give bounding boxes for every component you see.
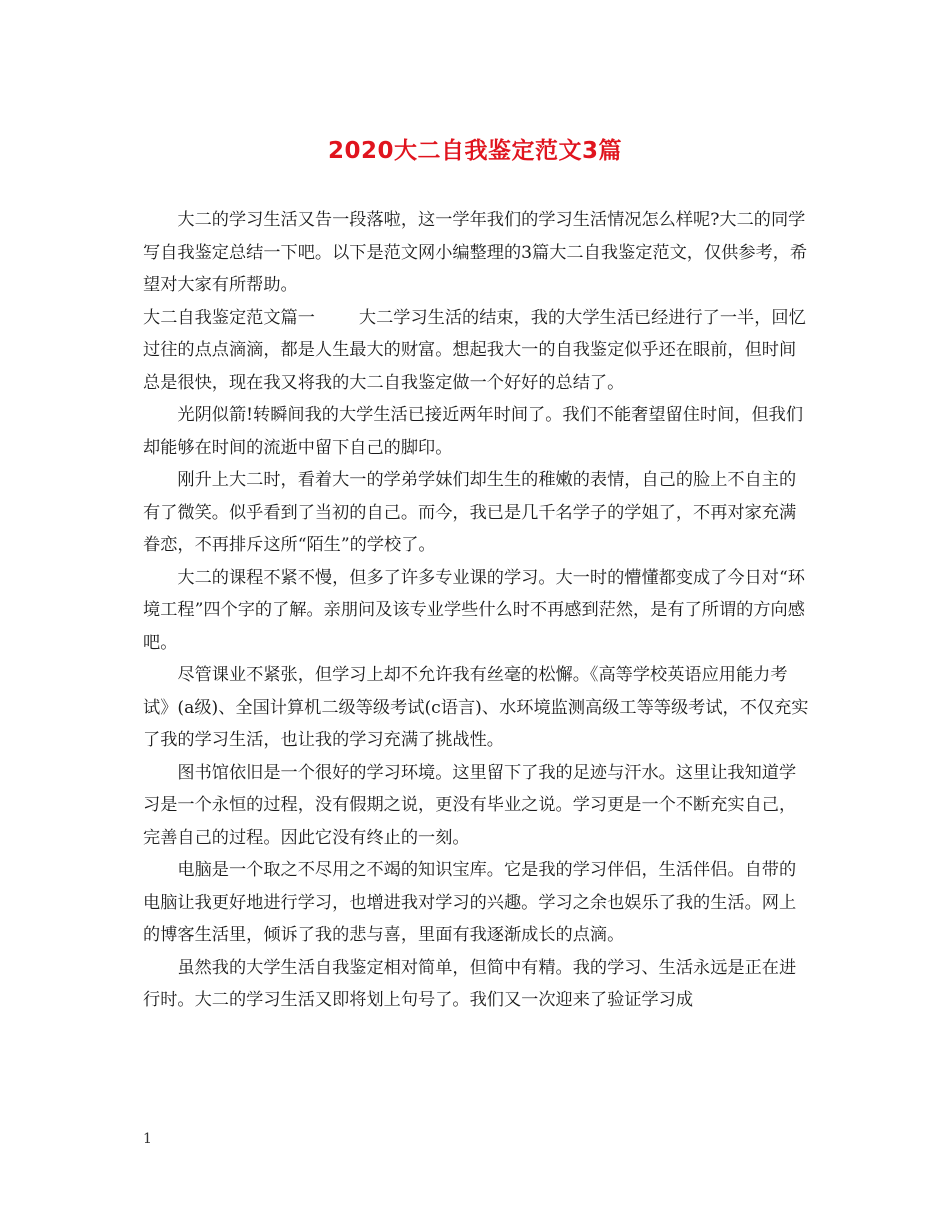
body-paragraph: 刚升上大二时，看着大一的学弟学妹们却生生的稚嫩的表情，自己的脸上不自主的有了微笑。似乎看到了当初的自己。而今，我已是几千名学子的学姐了，不再对家充满眷恋，不再排斥这所“陌生”的学校了。 <box>143 470 797 555</box>
body-paragraph: 图书馆依旧是一个很好的学习环境。这里留下了我的足迹与汗水。这里让我知道学习是一个永恒的过程，没有假期之说，更没有毕业之说。学习更是一个不断充实自己，完善自己的过程。因此它没有终止的一刻。 <box>143 762 797 848</box>
document-title: 2020大二自我鉴定范文3篇 <box>327 138 623 164</box>
body-paragraph: 尽管课业不紧张，但学习上却不允许我有丝毫的松懈。《高等学校英语应用能力考试》(a级)、全国计算机二级等级考试(c语言)、水环境监测高级工等等级考试，不仅充实了我的学习生活，也让我的学习充满了挑战性。 <box>143 665 809 750</box>
body-paragraph: 光阴似箭!转瞬间我的大学生活已接近两年时间了。我们不能奢望留住时间，但我们却能够在时间的流逝中留下自己的脚印。 <box>143 405 804 458</box>
body-paragraph: 电脑是一个取之不尽用之不竭的知识宝库。它是我的学习伴侣，生活伴侣。自带的电脑让我更好地进行学习，也增进我对学习的兴趣。学习之余也娱乐了我的生活。网上的博客生活里，倾诉了我的悲与喜，里面有我逐渐成长的点滴。 <box>143 860 797 945</box>
intro-paragraph: 大二的学习生活又告一段落啦，这一学年我们的学习生活情况怎么样呢?大二的同学写自我鉴定总结一下吧。以下是范文网小编整理的3篇大二自我鉴定范文，仅供参考，希望对大家有所帮助。 <box>143 210 808 295</box>
section-paragraph <box>143 302 809 400</box>
body-paragraph: 大二的课程不紧不慢，但多了许多专业课的学习。大一时的懵懂都变成了今日对“环境工程”四个字的了解。亲朋问及该专业学些什么时不再感到茫然，是有了所谓的方向感吧。 <box>143 567 805 653</box>
body-paragraph: 虽然我的大学生活自我鉴定相对简单，但简中有精。我的学习、生活永远是正在进行时。大二的学习生活又即将划上句号了。我们又一次迎来了验证学习成 <box>143 957 797 1010</box>
page-number: 1 <box>143 1131 152 1147</box>
section-heading: 大二自我鉴定范文篇一 <box>143 307 315 328</box>
section-first-text: 大二学习生活的结束，我的大学生活已经进行了一半，回忆过往的点点滴滴，都是人生最大的财富。想起我大一的自我鉴定似乎还在眼前，但时间总是很快，现在我又将我的大二自我鉴定做一个好好的总结了。 <box>143 307 806 393</box>
document-body <box>143 204 809 1017</box>
